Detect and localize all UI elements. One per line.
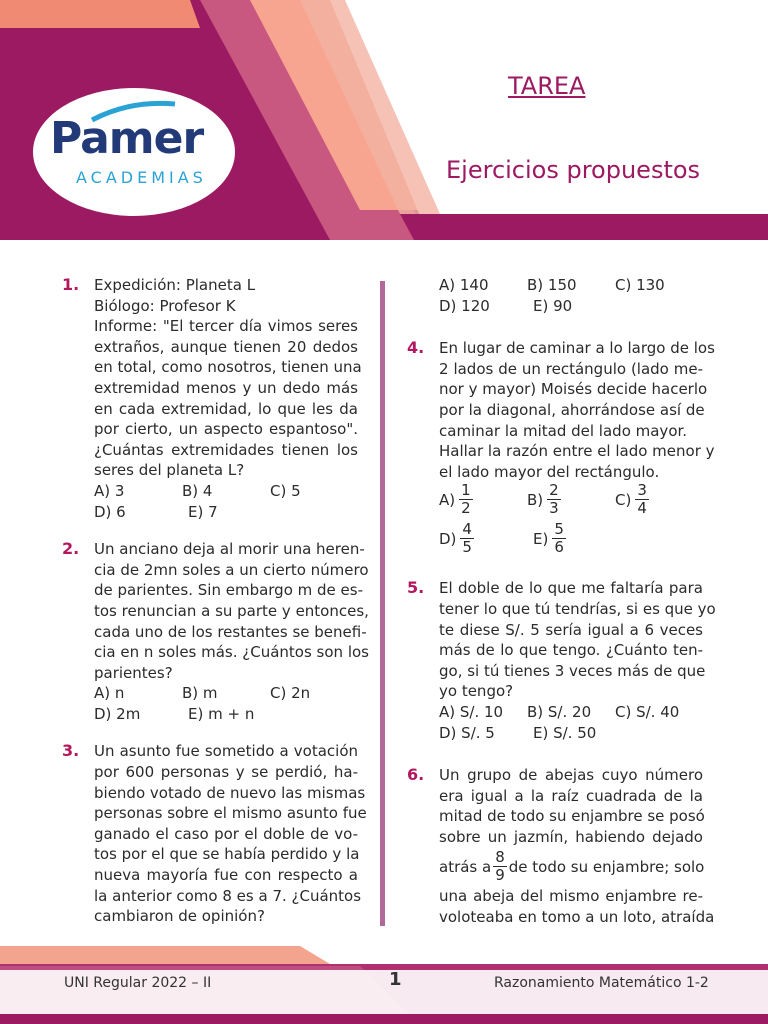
problem-line: sobre un jazmín, habiendo dejado xyxy=(439,827,703,846)
problem-line: 2 lados de un rectángulo (lado me- xyxy=(439,359,703,378)
problem-number: 6. xyxy=(407,765,425,785)
problem-number: 3. xyxy=(62,741,80,761)
problem-line: tos por el que se había perdido y la xyxy=(94,845,360,864)
options-row xyxy=(439,723,703,744)
numerator: 1 xyxy=(461,481,471,500)
problem-line: cambiaron de opinión? xyxy=(94,907,265,926)
option-d: D) 2m xyxy=(94,704,141,723)
option-label: D) xyxy=(439,529,457,548)
options-row xyxy=(94,481,358,502)
problem-line: más de lo que tengo. ¿Cuánto ten- xyxy=(439,641,703,660)
footer-course: UNI Regular 2022 – II xyxy=(64,975,212,991)
options-row xyxy=(94,502,358,523)
problem-line: mitad de todo su enjambre se posó xyxy=(439,807,705,826)
problem-line: Un asunto fue sometido a votación xyxy=(94,742,358,761)
problem-line: cada uno de los restantes se benefi- xyxy=(94,622,367,641)
numerator: 5 xyxy=(554,520,564,539)
option-b: B) 150 xyxy=(527,276,577,294)
problem-line: por 600 personas y se perdió, ha- xyxy=(94,763,358,782)
option-b xyxy=(527,482,615,517)
problem-5 xyxy=(407,578,716,743)
problem-line: El doble de lo que me faltaría para xyxy=(439,579,703,598)
fraction xyxy=(460,521,474,556)
option-e: E) S/. 50 xyxy=(533,723,597,742)
denominator: 2 xyxy=(461,499,471,518)
problem-line: Informe: "El tercer día vimos seres xyxy=(94,317,358,336)
option-e: E) 90 xyxy=(533,296,573,315)
problem-2 xyxy=(62,539,369,724)
problem-line: En lugar de caminar a lo largo de los xyxy=(439,339,715,358)
option-e: E) m + n xyxy=(188,704,255,723)
problem-line: ¿Cuántas extremidades tienen los xyxy=(94,440,358,459)
problem-line: caminar la mitad del lado mayor. xyxy=(439,421,688,440)
problem-line: por la diagonal, ahorrándose así de xyxy=(439,400,705,419)
problem-line: go, si tú tienes 3 veces más de que xyxy=(439,661,706,680)
right-column xyxy=(407,275,716,945)
options-row xyxy=(439,275,703,296)
options-row xyxy=(439,482,703,517)
option-label: E) xyxy=(533,529,549,548)
option-d xyxy=(439,521,533,556)
problem-line: parientes? xyxy=(94,663,173,682)
problem-line: tos renuncian a su parte y entonces, xyxy=(94,601,369,620)
option-c: C) 130 xyxy=(615,276,665,294)
option-b: B) 4 xyxy=(182,481,213,500)
denominator: 9 xyxy=(495,866,505,885)
option-label: A) xyxy=(439,490,456,509)
fraction xyxy=(493,849,507,884)
page-header xyxy=(0,0,768,240)
options-row xyxy=(439,521,703,556)
problem-line: Un anciano deja al morir una heren- xyxy=(94,540,365,559)
option-a: A) S/. 10 xyxy=(439,702,504,721)
problem-line: era igual a la raíz cuadrada de la xyxy=(439,786,703,805)
option-label: B) xyxy=(527,490,544,509)
problem-line: cia de 2mn soles a un cierto número xyxy=(94,560,369,579)
problem-line: yo tengo? xyxy=(439,682,514,701)
problem-line: seres del planeta L? xyxy=(94,461,245,480)
problem-line: voloteaba en tomo a un loto, atraída xyxy=(439,908,715,927)
options-row xyxy=(439,296,703,317)
fraction xyxy=(547,482,561,517)
denominator: 5 xyxy=(462,538,472,557)
option-b: B) m xyxy=(182,684,218,703)
option-e xyxy=(533,521,627,556)
problem-number: 4. xyxy=(407,338,425,358)
problem-line: biendo votado de nuevo las mismas xyxy=(94,783,366,802)
option-c: C) 2n xyxy=(270,684,311,703)
numerator: 4 xyxy=(462,520,472,539)
denominator: 3 xyxy=(549,499,559,518)
options-row xyxy=(439,702,703,723)
option-a: A) 140 xyxy=(439,276,489,294)
problem-number: 2. xyxy=(62,539,80,559)
footer-subject: Razonamiento Matemático 1-2 xyxy=(494,975,709,991)
problem-line: nueva mayoría fue con respecto a xyxy=(94,866,358,885)
problem-line: tener lo que tú tendrías, si es que yo xyxy=(439,599,716,618)
problem-line: por cierto, un aspecto espantoso". xyxy=(94,420,358,439)
problem-line: en cada extremidad, lo que les da xyxy=(94,399,358,418)
option-a xyxy=(439,482,527,517)
numerator: 8 xyxy=(495,848,505,867)
option-b: B) S/. 20 xyxy=(527,702,592,721)
problem-6 xyxy=(407,765,715,928)
line-before-fraction: atrás a xyxy=(439,857,492,876)
option-c: C) S/. 40 xyxy=(615,702,680,721)
problem-line: extremidad menos y un dedo más xyxy=(94,378,358,397)
problem-line: en total, como nosotros, tienen una xyxy=(94,358,362,377)
option-c xyxy=(615,482,703,517)
fraction xyxy=(459,482,473,517)
logo-wordmark: Pamer xyxy=(50,113,204,164)
problem-3 xyxy=(62,741,367,926)
denominator: 4 xyxy=(637,499,647,518)
problem-line: nor y mayor) Moisés decide hacerlo xyxy=(439,380,708,399)
logo-subtitle: ACADEMIAS xyxy=(76,168,207,187)
problem-line: Biólogo: Profesor K xyxy=(94,296,236,315)
problem-line-with-fraction xyxy=(439,849,703,884)
numerator: 3 xyxy=(637,481,647,500)
problem-4 xyxy=(407,338,715,557)
problem-line: el lado mayor del rectángulo. xyxy=(439,462,660,481)
option-d: D) S/. 5 xyxy=(439,723,495,742)
header-top-stripe xyxy=(0,0,200,28)
footer-page-number: 1 xyxy=(389,969,402,990)
problem-line: extraños, aunque tienen 20 dedos xyxy=(94,337,358,356)
problem-line: la anterior como 8 es a 7. ¿Cuántos xyxy=(94,886,362,905)
option-e: E) 7 xyxy=(188,502,218,521)
problem-line: cia en n soles más. ¿Cuántos son los xyxy=(94,643,369,662)
problem-line: una abeja del mismo enjambre re- xyxy=(439,887,703,906)
problem-line: ganado el caso por el doble de vo- xyxy=(94,824,358,843)
problem-line: Expedición: Planeta L xyxy=(94,276,256,294)
option-c: C) 5 xyxy=(270,481,301,500)
option-a: A) 3 xyxy=(94,481,125,500)
problem-number: 1. xyxy=(62,275,80,294)
problem-number: 5. xyxy=(407,578,425,598)
options-row xyxy=(94,683,358,704)
problem-3-options xyxy=(407,275,703,316)
option-d: D) 6 xyxy=(94,502,126,521)
fraction xyxy=(635,482,649,517)
problem-line: te diese S/. 5 sería igual a 6 veces xyxy=(439,620,703,639)
logo xyxy=(34,95,234,215)
denominator: 6 xyxy=(554,538,564,557)
problem-1 xyxy=(62,275,362,522)
numerator: 2 xyxy=(549,481,559,500)
option-a: A) n xyxy=(94,684,125,703)
page-title: TAREA xyxy=(508,72,586,100)
problem-line: Hallar la razón entre el lado menor y xyxy=(439,442,715,461)
problem-line: personas sobre el mismo asunto fue xyxy=(94,804,367,823)
problem-line: de parientes. Sin embargo m de es- xyxy=(94,581,364,600)
page-subtitle: Ejercicios propuestos xyxy=(446,156,701,184)
option-d: D) 120 xyxy=(439,296,490,315)
option-label: C) xyxy=(615,490,632,509)
line-after-fraction: de todo su enjambre; solo xyxy=(508,857,705,876)
left-column xyxy=(62,275,369,944)
options-row xyxy=(94,704,358,725)
column-divider xyxy=(380,281,385,926)
problem-line: Un grupo de abejas cuyo número xyxy=(439,766,703,785)
header-bottom-band xyxy=(400,214,768,240)
fraction xyxy=(552,521,566,556)
footer-bottom-band xyxy=(0,1014,768,1024)
footer-salmon-stripe xyxy=(0,946,330,964)
